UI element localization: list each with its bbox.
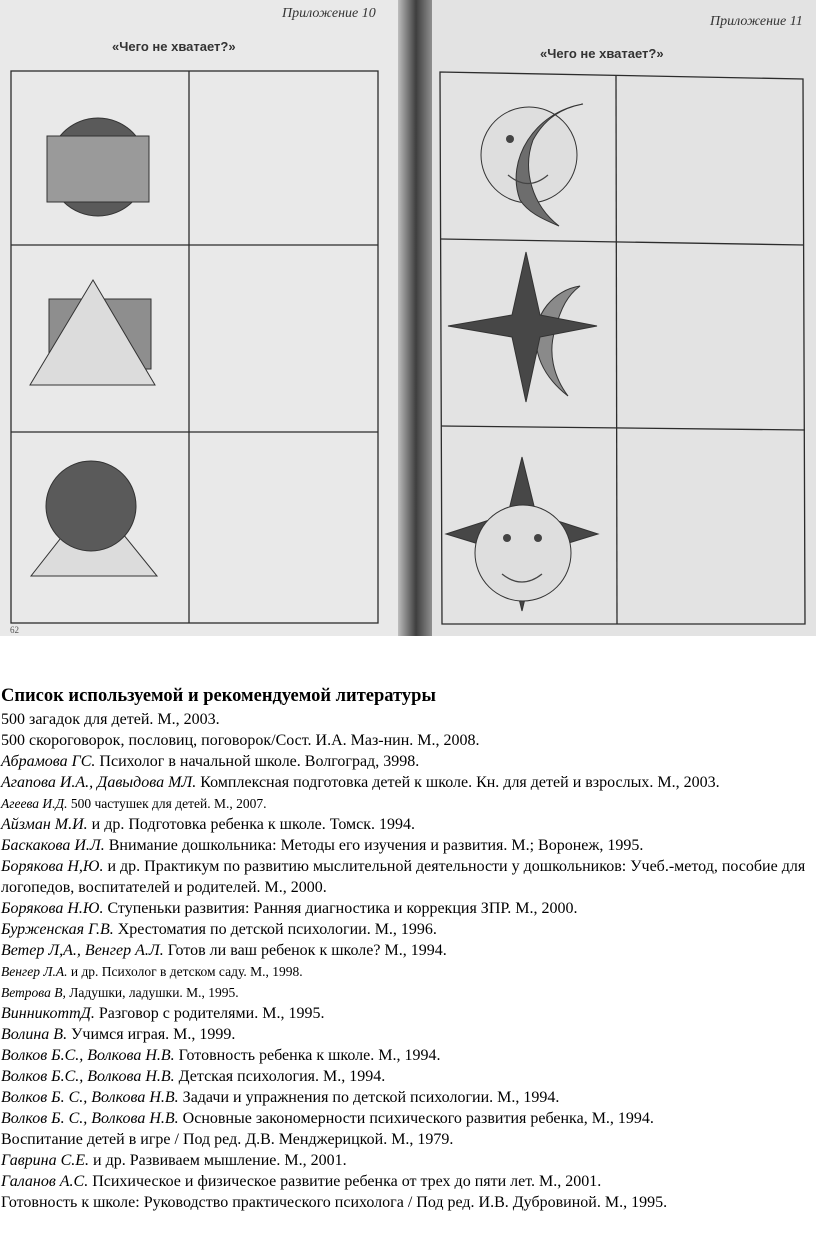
reference-text: Комплексная подготовка детей к школе. Кн. для детей и взрослых. М., 2003. xyxy=(196,774,720,791)
reference-entry xyxy=(0,814,816,835)
reference-text: Ладушки, ладушки. М., 1995. xyxy=(65,985,239,1000)
reference-text: Психолог в начальной школе. Волгоград, 3998. xyxy=(95,753,420,770)
references-list xyxy=(0,709,816,1213)
reference-text: и др. Подготовка ребенка к школе. Томск. 1994. xyxy=(87,816,416,833)
reference-text: Задачи и упражнения по детской психологии. М., 1994. xyxy=(178,1089,560,1106)
reference-author: Венгер Л.А. xyxy=(1,964,68,979)
reference-author: Агапова И.А., Давыдова МЛ. xyxy=(1,774,197,791)
reference-text: Готовность к школе: Руководство практического психолога / Под ред. И.В. Дубровиной. М., 1995. xyxy=(1,1194,668,1211)
reference-entry xyxy=(0,1066,816,1087)
reference-text: Готовность ребенка к школе. М., 1994. xyxy=(174,1047,441,1064)
reference-author: Абрамова ГС. xyxy=(1,753,96,770)
reference-entry xyxy=(0,898,816,919)
reference-author: Волина В. xyxy=(1,1026,68,1043)
reference-entry xyxy=(0,940,816,961)
reference-author: Баскакова И.Л. xyxy=(1,837,105,854)
reference-author: Агеева И.Д. xyxy=(1,796,68,811)
references-heading: Список используемой и рекомендуемой литературы xyxy=(1,686,436,706)
right-page-title: «Чего не хватает?» xyxy=(540,46,664,61)
reference-entry xyxy=(0,1192,816,1213)
right-appendix-label: Приложение 11 xyxy=(710,14,803,29)
reference-text: 500 загадок для детей. М., 2003. xyxy=(1,711,220,728)
reference-entry xyxy=(0,835,816,856)
left-page-title: «Чего не хватает?» xyxy=(112,39,236,54)
reference-entry xyxy=(0,856,816,898)
reference-text: Ступеньки развития: Ранняя диагностика и коррекция ЗПР. М., 2000. xyxy=(103,900,578,917)
book-gutter xyxy=(398,0,434,636)
reference-entry xyxy=(0,1003,816,1024)
reference-author: Волков Б. С., Волкова Н.В. xyxy=(1,1089,179,1106)
reference-text: и др. Практикум по развитию мыслительной деятельности у дошкольников: Учеб.-метод, пособие для логопедов, воспитателей и родителей. М., 2000. xyxy=(1,858,806,896)
reference-entry xyxy=(0,982,816,1003)
left-appendix-label: Приложение 10 xyxy=(282,6,376,21)
reference-author: Бурженская Г.В. xyxy=(1,921,114,938)
right-page xyxy=(432,0,816,636)
reference-entry xyxy=(0,1024,816,1045)
reference-entry xyxy=(0,709,816,730)
reference-entry xyxy=(0,1129,816,1150)
reference-entry xyxy=(0,1150,816,1171)
reference-author: Волков Б.С., Волкова Н.В. xyxy=(1,1047,175,1064)
reference-author: ВинникоттД. xyxy=(1,1005,95,1022)
reference-text: Готов ли ваш ребенок к школе? М., 1994. xyxy=(163,942,447,959)
reference-text: и др. Психолог в детском саду. М., 1998. xyxy=(67,964,303,979)
reference-text: Психическое и физическое развитие ребенка от трех до пяти лет. М., 2001. xyxy=(88,1173,602,1190)
reference-text: Детская психология. М., 1994. xyxy=(174,1068,386,1085)
reference-text: Внимание дошкольника: Методы его изучения и развития. М.; Воронеж, 1995. xyxy=(104,837,644,854)
reference-text: Основные закономерности психического развития ребенка, М., 1994. xyxy=(178,1110,654,1127)
reference-entry xyxy=(0,1108,816,1129)
reference-entry xyxy=(0,793,816,814)
reference-author: Борякова Н,Ю. xyxy=(1,858,104,875)
reference-text: Воспитание детей в игре / Под ред. Д.В. Менджерицкой. М., 1979. xyxy=(1,1131,454,1148)
reference-author: Волков Б. С., Волкова Н.В. xyxy=(1,1110,179,1127)
reference-author: Айзман М.И. xyxy=(1,816,88,833)
left-page xyxy=(0,0,400,636)
reference-text: Хрестоматия по детской психологии. М., 1996. xyxy=(113,921,437,938)
reference-entry xyxy=(0,1045,816,1066)
reference-entry xyxy=(0,919,816,940)
left-page-number: 62 xyxy=(10,625,19,635)
reference-entry xyxy=(0,1087,816,1108)
reference-entry xyxy=(0,1171,816,1192)
reference-text: и др. Развиваем мышление. М., 2001. xyxy=(89,1152,347,1169)
references-section xyxy=(0,684,816,1213)
reference-author: Гаврина С.Е. xyxy=(1,1152,90,1169)
reference-text: Разговор с родителями. М., 1995. xyxy=(94,1005,325,1022)
reference-text: 500 частушек для детей. М., 2007. xyxy=(67,796,267,811)
reference-text: Учимся играя. М., 1999. xyxy=(67,1026,236,1043)
reference-entry xyxy=(0,751,816,772)
reference-author: Борякова Н.Ю. xyxy=(1,900,104,917)
reference-entry xyxy=(0,772,816,793)
reference-entry xyxy=(0,961,816,982)
reference-author: Ветер Л,А., Венгер А.Л. xyxy=(1,942,164,959)
reference-author: Волков Б.С., Волкова Н.В. xyxy=(1,1068,175,1085)
reference-author: Ветрова В, xyxy=(1,985,66,1000)
reference-text: 500 скороговорок, пословиц, поговорок/Сост. И.А. Маз-нин. М., 2008. xyxy=(1,732,480,749)
reference-entry xyxy=(0,730,816,751)
reference-author: Галанов А.С. xyxy=(1,1173,89,1190)
